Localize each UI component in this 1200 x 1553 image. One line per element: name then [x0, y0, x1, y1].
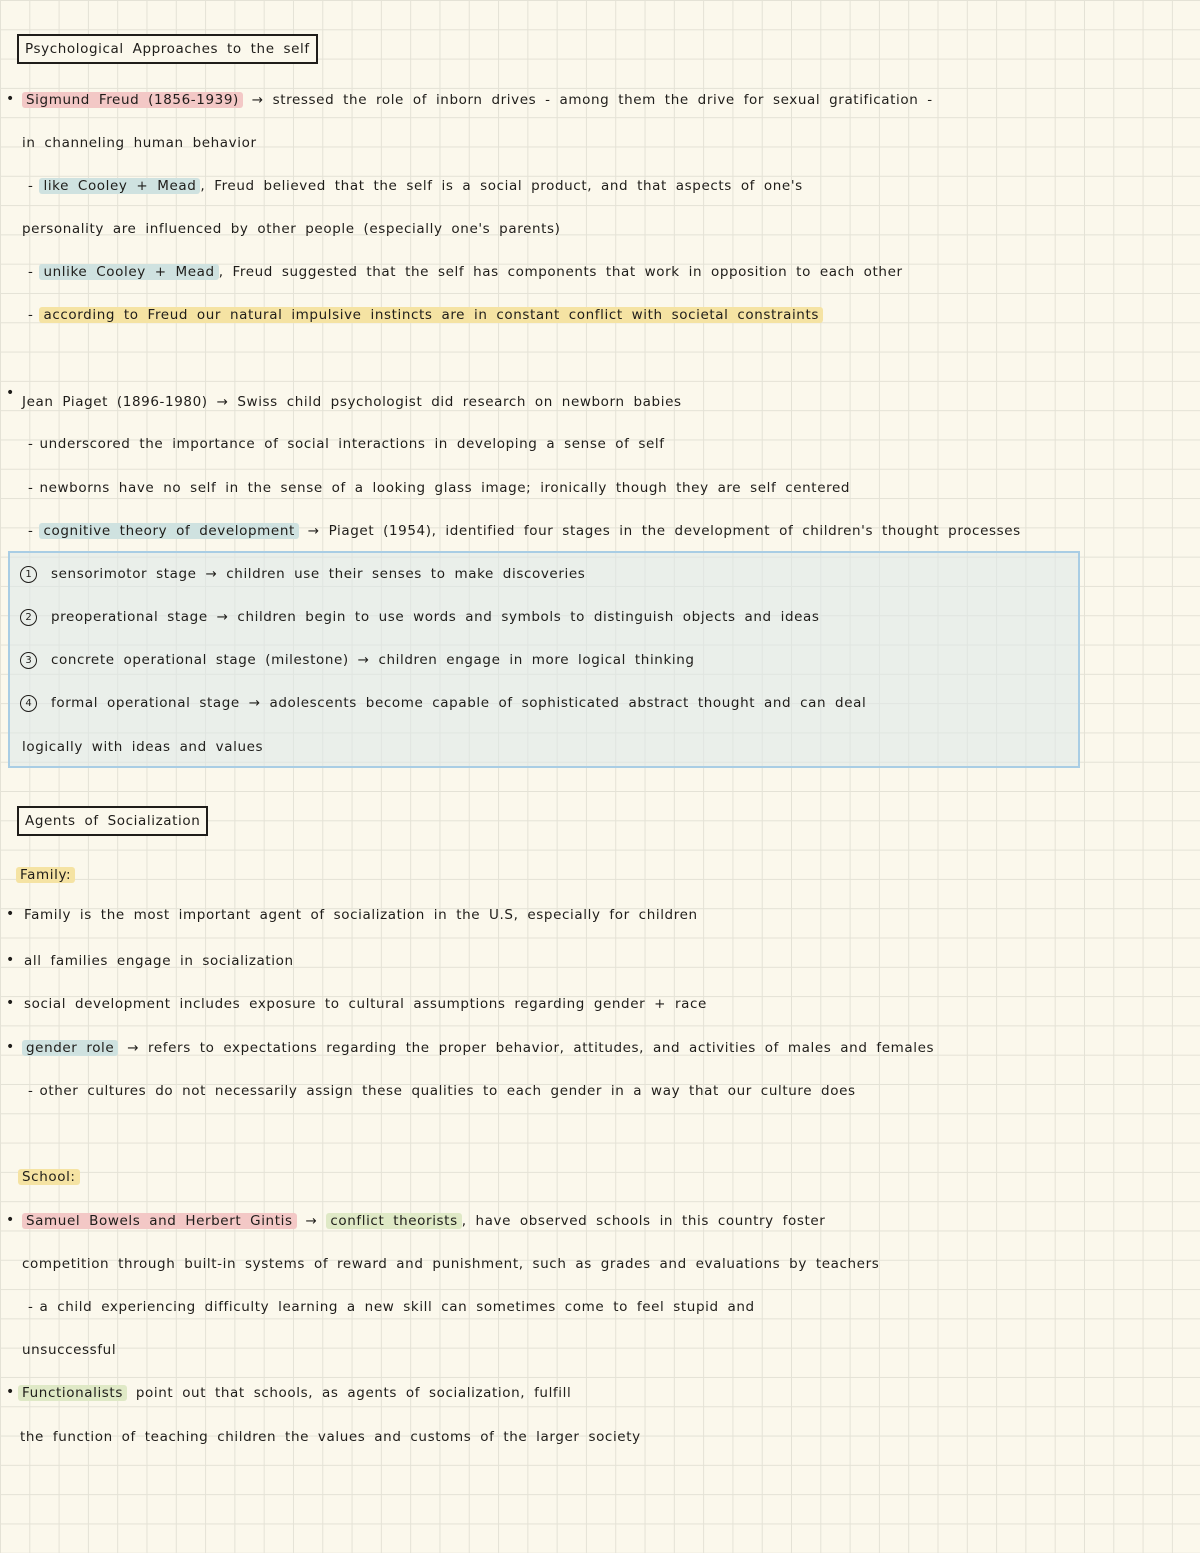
stage-1 — [20, 565, 585, 583]
piaget-dash-1-text: underscored the importance of social interactions in developing a sense of self — [39, 436, 665, 452]
arrow: → — [216, 394, 229, 410]
dash: - — [28, 480, 34, 496]
bullet-dot: • — [6, 995, 15, 1011]
school-bullet-1-text: , have observed schools in this country foster — [461, 1213, 826, 1229]
stage-number: 2 — [20, 609, 37, 626]
freud-dash-1 — [28, 177, 803, 195]
stage-text: formal operational stage → adolescents become capable of sophisticated abstract thought and can deal — [51, 695, 867, 711]
arrow: → — [251, 92, 264, 108]
section-title-psychological-approaches: Psychological Approaches to the self — [17, 34, 318, 64]
cognitive-theory-highlight: cognitive theory of development — [39, 523, 298, 539]
stage-number: 4 — [20, 695, 37, 712]
freud-text: stressed the role of inborn drives - among them the drive for sexual gratification - — [272, 92, 933, 108]
family-bullet-4 — [22, 1039, 934, 1057]
stage-text: sensorimotor stage → children use their senses to make discoveries — [51, 566, 586, 582]
freud-like-cooley-mead: like Cooley + Mead — [39, 178, 200, 194]
stage-text: concrete operational stage (milestone) → children engage in more logical thinking — [51, 652, 695, 668]
freud-dash-3 — [28, 306, 823, 324]
freud-dash-2-text: , Freud suggested that the self has components that work in opposition to each other — [218, 264, 903, 280]
freud-dash-1-cont: personality are influenced by other people (especially one's parents) — [22, 221, 561, 237]
bullet-dot: • — [6, 906, 15, 922]
freud-line — [22, 91, 933, 109]
section-title-agents-of-socialization: Agents of Socialization — [17, 806, 208, 836]
school-dash — [28, 1298, 755, 1316]
piaget-dash-2-text: newborns have no self in the sense of a looking glass image; ironically though they are self centered — [39, 480, 851, 496]
dash: - — [28, 264, 34, 280]
dash: - — [28, 1299, 34, 1315]
freud-unlike-cooley-mead: unlike Cooley + Mead — [39, 264, 218, 280]
bullet-dot: • — [6, 91, 15, 107]
gender-role-highlight: gender role — [22, 1040, 118, 1056]
freud-conflict-statement: according to Freud our natural impulsive instincts are in constant conflict with societal constraints — [39, 307, 823, 323]
school-dash-cont: unsuccessful — [22, 1342, 117, 1358]
bowels-gintis-highlight: Samuel Bowels and Herbert Gintis — [22, 1213, 297, 1229]
family-bullet-2: all families engage in socialization — [24, 953, 294, 969]
dash: - — [28, 523, 34, 539]
piaget-dash-3 — [28, 522, 1021, 540]
piaget-dash-1 — [28, 435, 665, 453]
dash: - — [28, 1083, 34, 1099]
piaget-dash-2 — [28, 479, 850, 497]
piaget-line — [22, 393, 682, 411]
stage-text: preoperational stage → children begin to use words and symbols to distinguish objects and ideas — [51, 609, 820, 625]
piaget-name: Jean Piaget (1896-1980) — [22, 394, 208, 410]
gender-role-text: → refers to expectations regarding the proper behavior, attitudes, and activities of males and females — [127, 1040, 935, 1056]
stage-2 — [20, 608, 820, 626]
family-bullet-1: Family is the most important agent of socialization in the U.S, especially for children — [24, 907, 698, 923]
freud-dash-1-text: , Freud believed that the self is a social product, and that aspects of one's — [200, 178, 803, 194]
stage-number: 1 — [20, 566, 37, 583]
dash: - — [28, 178, 34, 194]
functionalists-highlight: Functionalists — [18, 1385, 127, 1401]
stage-4-cont: logically with ideas and values — [22, 739, 264, 755]
arrow: → — [305, 1213, 318, 1229]
conflict-theorists-highlight: conflict theorists — [326, 1213, 461, 1229]
family-dash-text: other cultures do not necessarily assign these qualities to each gender in a way that our culture does — [39, 1083, 856, 1099]
school-bullet-2-text: point out that schools, as agents of socialization, fulfill — [135, 1385, 572, 1401]
bullet-dot: • — [6, 1212, 15, 1228]
school-bullet-2-cont: the function of teaching children the values and customs of the larger society — [20, 1429, 641, 1445]
dash: - — [28, 436, 34, 452]
piaget-dash-3-text: → Piaget (1954), identified four stages in the development of children's thought processes — [307, 523, 1021, 539]
family-heading — [16, 866, 75, 884]
school-heading — [18, 1168, 80, 1186]
freud-name: Sigmund Freud (1856-1939) — [22, 92, 243, 108]
bullet-dot: • — [6, 952, 15, 968]
piaget-text: Swiss child psychologist did research on newborn babies — [237, 394, 682, 410]
school-heading-text: School: — [18, 1169, 80, 1185]
bullet-dot: • — [6, 1384, 15, 1400]
bullet-dot: • — [6, 1039, 15, 1055]
stage-3 — [20, 651, 695, 669]
family-heading-text: Family: — [16, 867, 75, 883]
stage-number: 3 — [20, 652, 37, 669]
school-bullet-1 — [22, 1212, 825, 1230]
stage-4 — [20, 694, 866, 712]
school-bullet-1-cont: competition through built-in systems of reward and punishment, such as grades and evaluations by teachers — [22, 1256, 880, 1272]
school-bullet-2 — [18, 1384, 571, 1402]
family-bullet-3: social development includes exposure to cultural assumptions regarding gender + race — [24, 996, 707, 1012]
dash: - — [28, 307, 34, 323]
family-dash — [28, 1082, 856, 1100]
freud-line-cont: in channeling human behavior — [22, 135, 257, 151]
bullet-dot: • — [6, 385, 15, 401]
freud-dash-2 — [28, 263, 903, 281]
school-dash-text: a child experiencing difficulty learning a new skill can sometimes come to feel stupid and — [39, 1299, 755, 1315]
